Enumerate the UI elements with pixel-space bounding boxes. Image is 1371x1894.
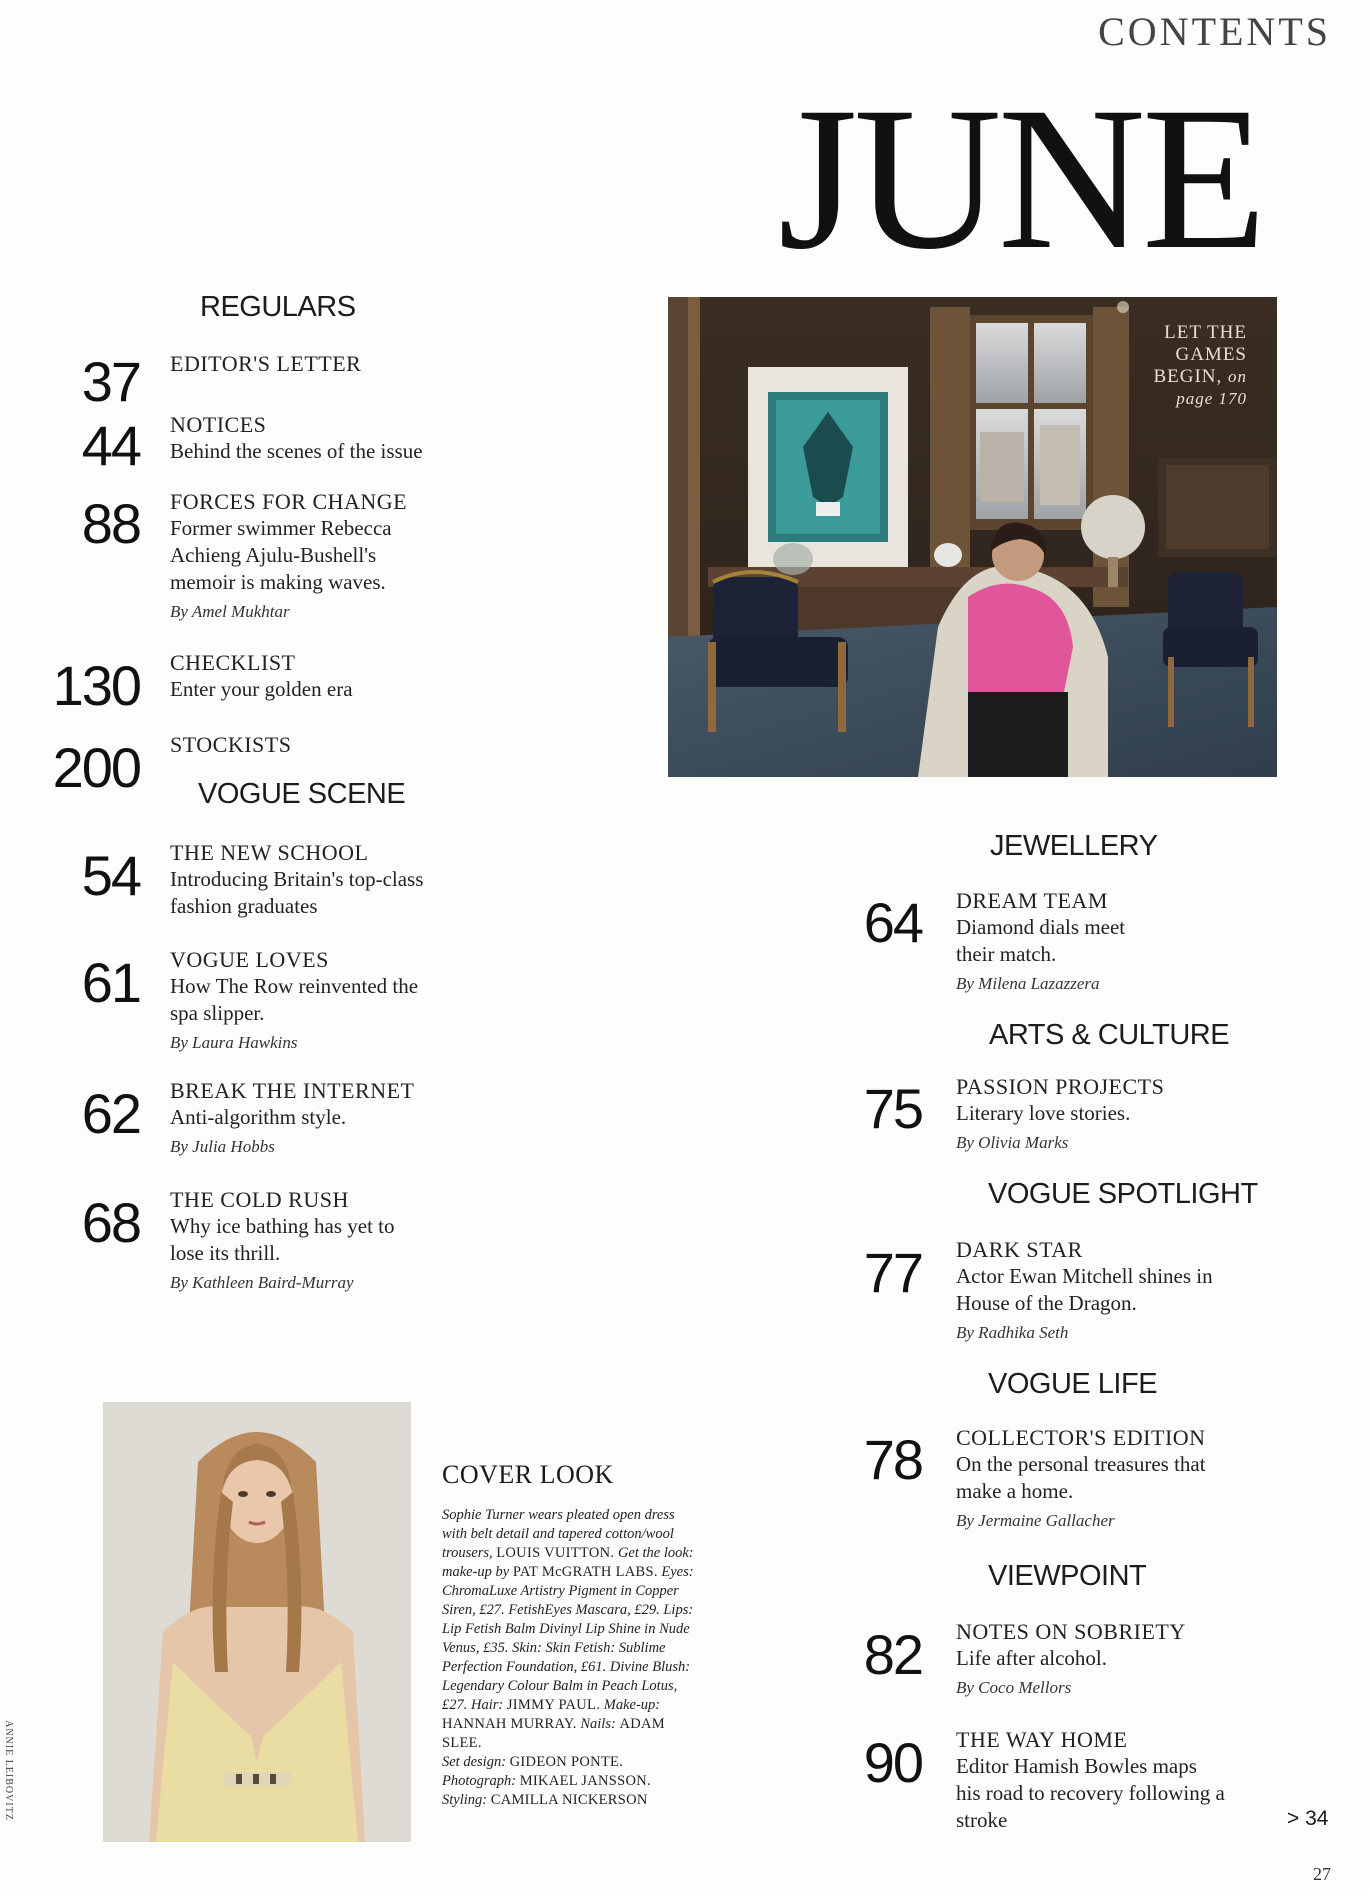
page-number: 54	[81, 844, 140, 907]
toc-entry[interactable]	[0, 947, 420, 1056]
entry-byline: By Radhika Seth	[956, 1323, 1069, 1342]
section-heading-arts-culture: ARTS & CULTURE	[989, 1019, 1230, 1051]
page-number: 90	[863, 1731, 922, 1794]
entry-description: Enter your golden era	[170, 677, 353, 701]
page-number: 75	[863, 1077, 922, 1140]
entry-title: NOTES ON SOBRIETY	[956, 1619, 1186, 1644]
toc-entry[interactable]	[768, 1425, 1226, 1534]
entry-title: FORCES FOR CHANGE	[170, 489, 408, 514]
entry-title: EDITOR'S LETTER	[170, 351, 362, 376]
section-heading-viewpoint: VIEWPOINT	[988, 1560, 1147, 1592]
contents-label: CONTENTS	[1098, 9, 1331, 54]
page-number: 77	[863, 1241, 922, 1304]
section-heading-vogue-spotlight: VOGUE SPOTLIGHT	[988, 1178, 1258, 1210]
continued-link[interactable]: > 34	[1287, 1807, 1329, 1830]
page-number: 82	[863, 1623, 922, 1686]
cover-look-credits: Sophie Turner wears pleated open dress with belt detail and tapered cotton/wool trousers, LOUIS VUITTON. Get the look: make-up by PAT McGRATH LABS. Eyes: ChromaLuxe Artistry Pigment in Copper Siren, £27. FetishEyes Mascara, £29. Lips: Lip Fetish Balm Divinyl Lip Shine in Nude Venus, £35. Skin: Skin Fetish: Sublime Perfection Foundation, £61. Divine Blush: Legendary Colour Balm in Peach Lotus, £27. Hair: JIMMY PAUL. Make-up: HANNAH MURRAY. Nails: ADAM SLEE. Set design: GIDEON PONTE. Photograph: MIKAEL JANSSON. Styling: CAMILLA NICKERSON	[442, 1507, 694, 1808]
page-number: 44	[81, 414, 140, 477]
page-number: 78	[863, 1428, 922, 1491]
toc-entry[interactable]	[768, 1074, 1165, 1156]
entry-description: Introducing Britain's top-class fashion graduates	[170, 867, 424, 918]
entry-title: NOTICES	[170, 412, 267, 437]
cover-portrait-illustration	[103, 1402, 411, 1842]
page-number: 130	[52, 654, 140, 717]
page-number: 64	[863, 891, 922, 954]
toc-entry[interactable]	[0, 650, 353, 717]
page-number: 200	[52, 736, 140, 799]
entry-title: STOCKISTS	[170, 732, 292, 757]
entry-title: VOGUE LOVES	[170, 947, 329, 972]
entry-description: Diamond dials meet their match.	[956, 915, 1126, 966]
entry-byline: By Olivia Marks	[956, 1133, 1069, 1152]
entry-description: On the personal treasures that make a home.	[956, 1452, 1206, 1503]
entry-byline: By Amel Mukhtar	[170, 602, 290, 621]
entry-title: BREAK THE INTERNET	[170, 1078, 415, 1103]
entry-description: Life after alcohol.	[956, 1646, 1107, 1670]
toc-entry[interactable]	[0, 350, 362, 413]
page-number: 88	[81, 492, 140, 555]
entry-description: Editor Hamish Bowles maps his road to recovery following a stroke	[956, 1754, 1225, 1832]
toc-entry[interactable]	[0, 1078, 415, 1160]
entry-description: Behind the scenes of the issue	[170, 439, 423, 463]
entry-byline: By Kathleen Baird-Murray	[170, 1273, 354, 1292]
toc-entry[interactable]	[0, 1187, 410, 1296]
page-number: 37	[81, 350, 140, 413]
section-heading-regulars: REGULARS	[200, 291, 356, 323]
entry-title: CHECKLIST	[170, 650, 296, 675]
toc-entry[interactable]	[0, 489, 440, 625]
section-heading-vogue-life: VOGUE LIFE	[988, 1368, 1158, 1400]
photo-credit: ANNIE LEIBOVITZ	[2, 1720, 14, 1821]
entry-byline: By Laura Hawkins	[170, 1033, 298, 1052]
month-title: JUNE	[777, 65, 1263, 292]
toc-entry[interactable]	[768, 1727, 1226, 1834]
entry-description: Actor Ewan Mitchell shines in House of the Dragon.	[956, 1264, 1213, 1315]
section-heading-jewellery: JEWELLERY	[990, 830, 1158, 862]
entry-byline: By Julia Hobbs	[170, 1137, 275, 1156]
entry-description: Anti-algorithm style.	[170, 1105, 347, 1129]
toc-entry[interactable]	[768, 888, 1156, 997]
entry-title: THE WAY HOME	[956, 1727, 1128, 1752]
entry-description: How The Row reinvented the spa slipper.	[170, 974, 419, 1025]
toc-entry[interactable]	[0, 840, 450, 920]
entry-title: DREAM TEAM	[956, 888, 1108, 913]
entry-byline: By Coco Mellors	[956, 1678, 1072, 1697]
cover-look-title: COVER LOOK	[442, 1460, 614, 1489]
photo-caption[interactable]: LET THE GAMES BEGIN, on page 170	[1153, 322, 1247, 408]
toc-entry[interactable]	[768, 1619, 1186, 1701]
toc-entry[interactable]	[768, 1237, 1236, 1346]
page-number: 61	[81, 951, 140, 1014]
entry-byline: By Jermaine Gallacher	[956, 1511, 1115, 1530]
entry-byline: By Milena Lazazzera	[956, 974, 1100, 993]
entry-title: THE COLD RUSH	[170, 1187, 349, 1212]
entry-title: DARK STAR	[956, 1237, 1083, 1262]
entry-title: COLLECTOR'S EDITION	[956, 1425, 1206, 1450]
page-number: 68	[81, 1191, 140, 1254]
feature-photo[interactable]	[668, 297, 1277, 777]
cover-photo[interactable]	[103, 1402, 411, 1842]
entry-title: THE NEW SCHOOL	[170, 840, 369, 865]
entry-description: Former swimmer Rebecca Achieng Ajulu-Bushell's memoir is making waves.	[170, 516, 392, 594]
entry-title: PASSION PROJECTS	[956, 1074, 1165, 1099]
page-number: 62	[81, 1082, 140, 1145]
section-heading-vogue-scene: VOGUE SCENE	[198, 778, 406, 810]
entry-description: Why ice bathing has yet to lose its thrill.	[170, 1214, 395, 1265]
entry-description: Literary love stories.	[956, 1101, 1131, 1125]
page-folio: 27	[1313, 1864, 1331, 1884]
toc-entry[interactable]	[0, 412, 423, 477]
